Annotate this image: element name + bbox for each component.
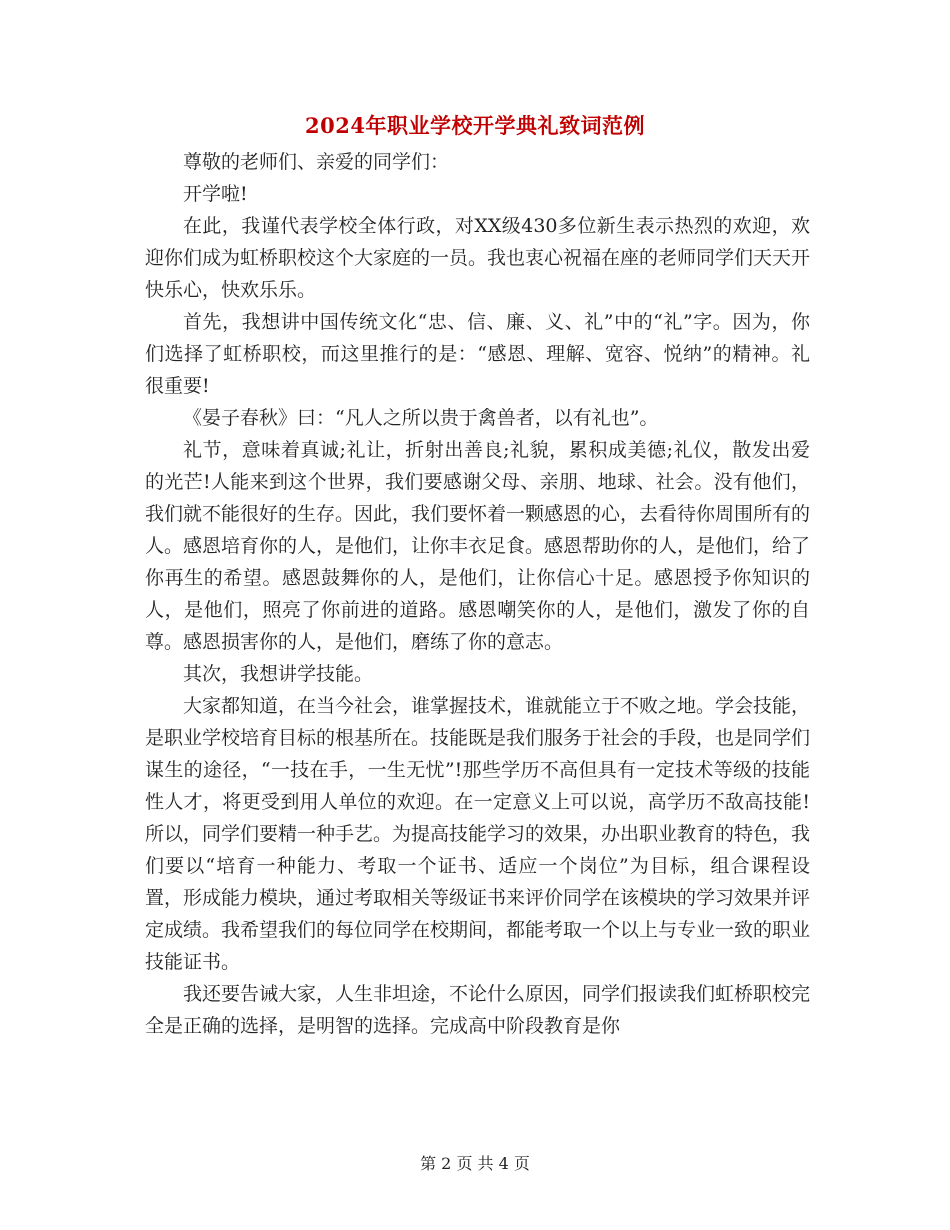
document-body: [145, 146, 810, 1042]
page-footer: 第 2 页 共 4 页: [420, 1154, 530, 1173]
paragraph-advice: 我还要告诫大家，人生非坦途，不论什么原因，同学们报读我们虹桥职校完全是正确的选择，是明智的选择。完成高中阶段教育是你: [145, 983, 811, 1037]
document-title: 2024年职业学校开学典礼致词范例: [305, 113, 645, 138]
paragraph-salutation: 尊敬的老师们、亲爱的同学们：: [183, 151, 450, 173]
paragraph-skills: 大家都知道，在当今社会，谁掌握技术，谁就能立于不败之地。学会技能，是职业学校培育目标的根基所在。技能既是我们服务于社会的手段，也是同学们谋生的途径，“一技在手，一生无忧”!那些学历不高但具有一定技术等级的技能性人才，将更受到用人单位的欢迎。在一定意义上可以说，高学历不敌高技能!所以，同学们要精一种手艺。为提高技能学习的效果，办出职业教育的特色，我们要以“培育一种能力、考取一个证书、适应一个岗位”为目标，组合课程设置，形成能力模块，通过考取相关等级证书来评价同学在该模块的学习效果并评定成绩。我希望我们的每位同学在校期间，都能考取一个以上与专业一致的职业技能证书。: [145, 695, 811, 973]
paragraph-opening: 开学啦!: [183, 183, 248, 205]
paragraph-welcome: 在此，我谨代表学校全体行政，对XX级430多位新生表示热烈的欢迎，欢迎你们成为虹桥职校这个大家庭的一员。我也衷心祝福在座的老师同学们天天开快乐心，快欢乐乐。: [145, 215, 811, 301]
paragraph-quote: 《晏子春秋》曰：“凡人之所以贵于禽兽者，以有礼也”。: [183, 407, 659, 429]
paragraph-gratitude: 礼节，意味着真诚;礼让，折射出善良;礼貌，累积成美德;礼仪，散发出爱的光芒!人能来到这个世界，我们要感谢父母、亲朋、地球、社会。没有他们，我们就不能很好的生存。因此，我们要怀着一颗感恩的心，去看待你周围所有的人。感恩培育你的人，是他们，让你丰衣足食。感恩帮助你的人，是他们，给了你再生的希望。感恩鼓舞你的人，是他们，让你信心十足。感恩授予你知识的人，是他们，照亮了你前进的道路。感恩嘲笑你的人，是他们，激发了你的自尊。感恩损害你的人，是他们，磨练了你的意志。: [145, 439, 811, 653]
paragraph-etiquette-intro: 首先，我想讲中国传统文化“忠、信、廉、义、礼”中的“礼”字。因为，你们选择了虹桥职校，而这里推行的是：“感恩、理解、宽容、悦纳”的精神。礼很重要!: [145, 311, 810, 397]
paragraph-skills-intro: 其次，我想讲学技能。: [183, 663, 374, 685]
